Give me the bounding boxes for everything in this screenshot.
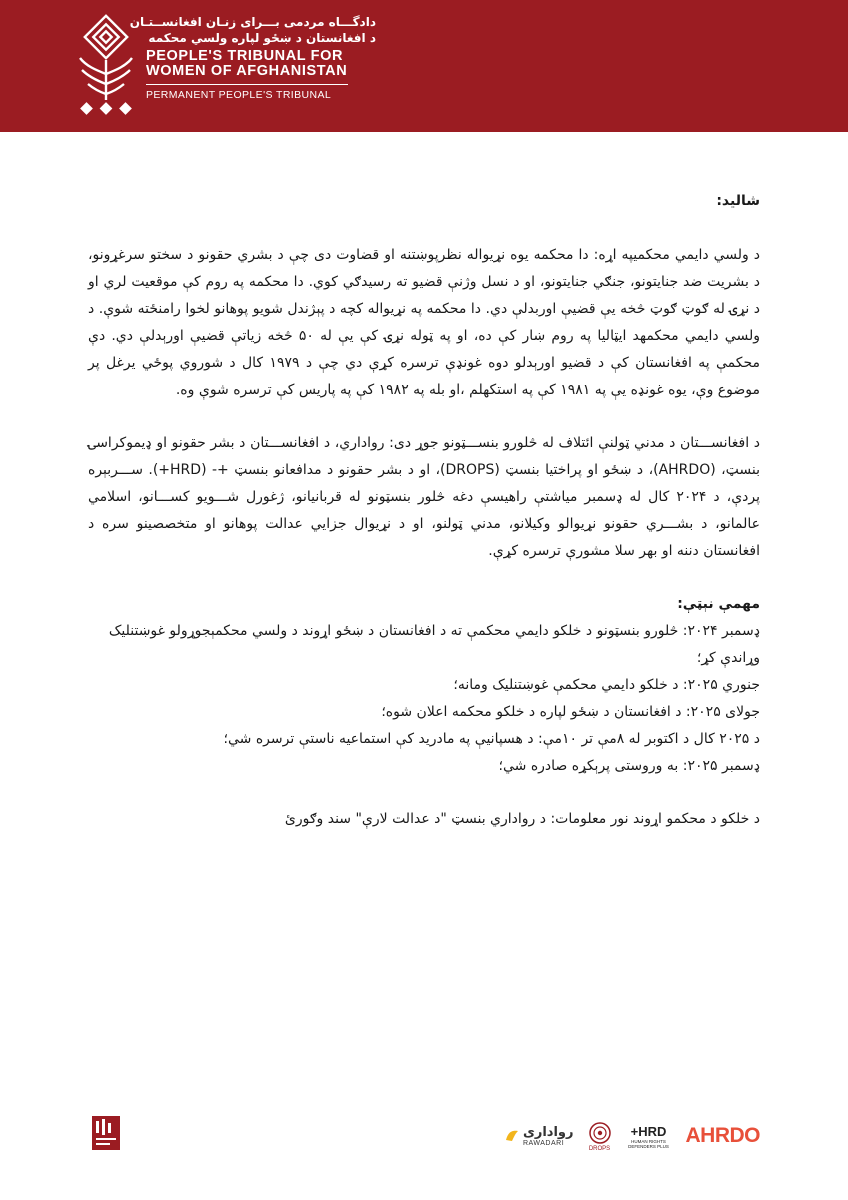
date-item-5: ډسمبر ۲۰۲۵: به وروستی پرېکړه صادره شي؛ xyxy=(498,758,760,774)
ahrdo-label: AHRDO xyxy=(685,1124,760,1147)
partner-logos xyxy=(504,1114,760,1158)
hrd-label: +HRD xyxy=(630,1123,667,1139)
drops-label: DROPS xyxy=(588,1145,611,1152)
date-item-3: جولای ۲۰۲۵: د افغانستان د ښځو لپاره د خلکو محکمه اعلان شوه؛ xyxy=(381,704,760,720)
date-item-2: جنوري ۲۰۲۵: د خلکو دايمي محکمې غوښتنليک ومانه؛ xyxy=(453,677,760,693)
header-divider xyxy=(146,84,348,85)
document-body xyxy=(88,188,760,833)
org-name-pashto: د افغانستان د ښځو لپاره ولسي محکمه xyxy=(148,31,376,45)
org-name-en-line1: PEOPLE'S TRIBUNAL FOR xyxy=(146,48,344,64)
important-dates-heading: مهمې نېټې: xyxy=(677,596,760,612)
rawadari-logo xyxy=(504,1125,574,1147)
org-name-dari: دادگـــاه مردمی بـــرای زنـان افغانســتـان xyxy=(129,15,376,29)
hrd-subtitle: HUMAN RIGHTS DEFENDERS PLUS xyxy=(628,1138,669,1149)
date-item-4: د ۲۰۲۵ کال د اکتوبر له ۸مې تر ۱۰مې: د هسپانيې په مادريد کې استماعيه ناستې ترسره شي؛ xyxy=(223,731,760,747)
rawadari-hand-icon xyxy=(504,1128,520,1144)
hrd-logo xyxy=(626,1124,672,1149)
org-name-en-line2: WOMEN OF AFGHANISTAN xyxy=(146,63,348,79)
ahrdo-logo xyxy=(686,1124,761,1148)
more-info-line: د خلکو د محکمو اړوند نور معلومات: د رواداري بنسټ "د عدالت لارې" سند وګورئ xyxy=(284,811,760,827)
coalition-paragraph: د افغانســـتان د مدني ټولنې ائتلاف له څلورو بنســـټونو جوړ دی: رواداري، د افغانســـتان د بشر حقونو او ډيموکراسۍ بنسټ، (AHRDO)، د ښځو او پراختيا بنسټ (DROPS)، او د بشر حقونو د مدافعانو بنسټ +- (HRD+). ســـربېره پردې، د ۲۰۲۴ کال له ډسمبر مياشتې راهيسې دغه څلور بنسټونو له قربانيانو، ژغورل شـــويو کســـانو، اسلامي عالمانو، د بشـــري حقونو نړيوالو وکيلانو، مدني ټولنو، او د نړيوال جزايي عدالت پوهانو او متخصصينو سره د افغانستان دننه او بهر سلا مشورې ترسره کړې. xyxy=(88,435,761,559)
org-subtitle-en: PERMANENT PEOPLE'S TRIBUNAL xyxy=(146,89,332,101)
drops-logo xyxy=(588,1121,612,1152)
drops-emblem-icon xyxy=(588,1121,612,1145)
tribunal-emblem-icon xyxy=(74,14,138,120)
page-header xyxy=(0,0,848,132)
background-heading: شالید: xyxy=(716,193,760,209)
background-paragraph: د ولسي دايمي محکميپه اړه: دا محکمه يوه نړيواله نظرپوښتنه او قضاوت دی چې د بشري حقونو د سختو سرغړونو، د بشريت ضد جنايتونو، جنګي جنايتونو، او د نسل وژنې قضيو ته رسيدګي کوي. دا محکمه په روم کې موقعيت لري او د نړۍ له ګوټ ګوټ څخه يې قضيې اوربدلې دي. دا محکمه په نړيواله کچه د پېژندل شويو پوهانو لخوا رامنځته شوې. د ولسي دايمي محکمهد ايټاليا په روم ښار کې ده، او په ټوله نړۍ کې يې له ۵۰ څخه زياتې قضيې اورېدلې دي. دې محکمې په افغانستان کې د قضيو اورېدلو دوه غونډې ترسره کړې دي چې د ۱۹۷۹ کال د شوروي پوځي يرغل پر موضوع وې، يوه غونډه يې په ۱۹۸۱ کې په استکهلم ،او بله په ۱۹۸۲ کې په پاريس کې ترسره شوې وه. xyxy=(88,247,760,398)
rawadari-dari: رواداری xyxy=(522,1125,574,1140)
rawadari-latin: RAWADARI xyxy=(522,1140,565,1147)
tribunal-name-block xyxy=(129,14,376,101)
ppt-logo-icon xyxy=(88,1112,124,1156)
date-item-1: ډسمبر ۲۰۲۴: څلورو بنسټونو د خلکو دايمي محکمې ته د افغانستان د ښځو اړوند د ولسي محکمېجوړولو غوښتنليک وړاندې کړ؛ xyxy=(108,623,760,666)
